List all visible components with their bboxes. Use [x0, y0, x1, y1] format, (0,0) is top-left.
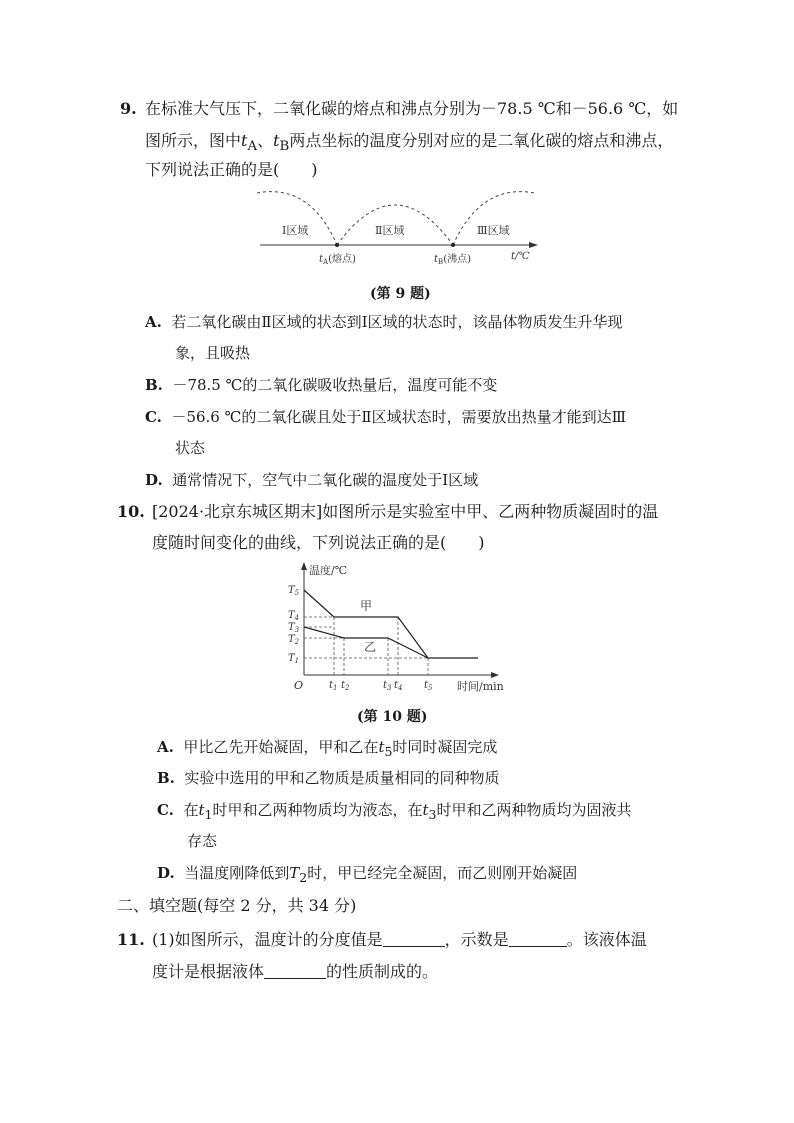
series-yi-label: 乙: [364, 640, 377, 654]
x-tick-t3: $t_3$: [383, 680, 392, 692]
blank-liquid-property[interactable]: [264, 963, 326, 979]
y-tick-T2: $T_2$: [288, 634, 300, 646]
x-tick-t1: $t_1$: [329, 680, 338, 692]
blank-reading[interactable]: [509, 931, 567, 947]
origin-label: O: [294, 679, 304, 692]
x-tick-t4: $t_4$: [394, 680, 403, 692]
tA-label: $t_A$(熔点): [319, 254, 356, 266]
q10-cooling-curve-chart: [282, 560, 512, 695]
q9-line1: 在标准大气压下，二氧化碳的熔点和沸点分别为－78.5 ℃和－56.6 ℃，如: [145, 99, 679, 118]
q10-option-c-line2: 存态: [187, 832, 218, 850]
q10-number: 10.: [117, 502, 145, 521]
y-tick-T3: $T_3$: [288, 622, 300, 634]
q9-caption: (第 9 题): [370, 286, 431, 302]
q10-line1: [2024·北京东城区期末]如图所示是实验室中甲、乙两种物质凝固时的温: [152, 502, 659, 521]
q9-option-a: A. 若二氧化碳由Ⅱ区域的状态到Ⅰ区域的状态时，该晶体物质发生升华现: [145, 313, 623, 331]
q11-line2: 度计是根据液体 的性质制成的。: [152, 962, 439, 981]
y-tick-T5: $T_5$: [288, 585, 300, 597]
q11-number: 11.: [117, 930, 145, 949]
y-axis-arrow: [301, 562, 307, 570]
x-axis-label: 时间/min: [457, 680, 504, 693]
series-jia-label: 甲: [360, 599, 373, 613]
q10-option-d: D. 当温度刚降低到$T_2$时，甲已经完全凝固，而乙则刚开始凝固: [157, 864, 578, 885]
y-axis-label: 温度/℃: [309, 564, 348, 577]
axis-arrow: [529, 242, 538, 248]
tB-label: $t_B$(沸点): [434, 254, 471, 266]
q10-caption: (第 10 题): [357, 709, 428, 725]
q9-option-c-line2: 状态: [175, 439, 206, 457]
q9-line3: 下列说法正确的是( ): [145, 160, 318, 179]
tB-point: [451, 243, 455, 247]
q9-line2: 图所示，图中$t_A$、$t_B$两点坐标的温度分别对应的是二氧化碳的熔点和沸点，: [145, 131, 674, 155]
region3-label: Ⅲ区域: [477, 224, 510, 237]
section2-title: 二、填空题(每空 2 分，共 34 分): [117, 896, 357, 915]
y-tick-T4: $T_4$: [288, 610, 300, 622]
axis-label: t/℃: [511, 251, 530, 262]
q10-line2: 度随时间变化的曲线，下列说法正确的是( ): [152, 533, 485, 552]
q9-number: 9.: [120, 99, 137, 118]
q10-option-b: B. 实验中选用的甲和乙物质是质量相同的同种物质: [157, 769, 500, 787]
blank-division-value[interactable]: [383, 931, 445, 947]
y-tick-T1: $T_1$: [288, 653, 300, 665]
region1-label: Ⅰ区域: [282, 224, 309, 237]
region2-label: Ⅱ区域: [375, 224, 405, 237]
x-tick-t5: $t_5$: [424, 680, 433, 692]
q9-option-d: D. 通常情况下，空气中二氧化碳的温度处于Ⅰ区域: [145, 471, 479, 489]
q9-option-c: C. －56.6 ℃的二氧化碳且处于Ⅱ区域状态时，需要放出热量才能到达Ⅲ: [145, 408, 627, 426]
x-tick-t2: $t_2$: [341, 680, 350, 692]
q9-option-a-line2: 象，且吸热: [175, 344, 251, 362]
q9-option-b: B. －78.5 ℃的二氧化碳吸收热量后，温度可能不变: [145, 376, 498, 394]
tA-point: [335, 243, 339, 247]
q10-option-a: A. 甲比乙先开始凝固，甲和乙在$t_5$时同时凝固完成: [157, 738, 498, 759]
q11-line1: (1)如图所示，温度计的分度值是 ，示数是 。该液体温: [152, 930, 647, 949]
q9-phase-diagram: [255, 185, 545, 270]
x-axis-arrow: [491, 672, 499, 678]
q10-option-c: C. 在$t_1$时甲和乙两种物质均为液态，在$t_3$时甲和乙两种物质均为固液共: [157, 801, 632, 822]
